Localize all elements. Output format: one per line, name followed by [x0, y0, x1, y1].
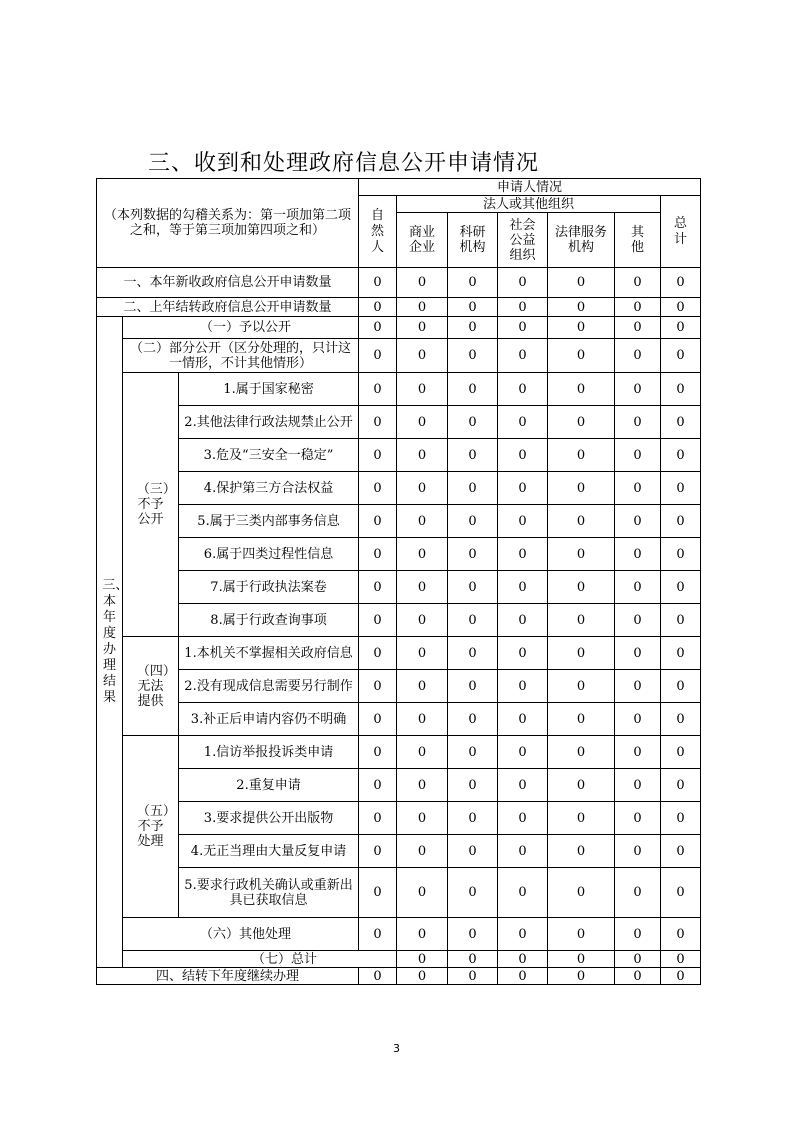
value-cell: 0 [661, 703, 701, 736]
value-cell: 0 [448, 339, 498, 373]
value-cell: 0 [548, 373, 615, 406]
value-cell: 0 [661, 802, 701, 835]
value-cell: 0 [615, 835, 661, 868]
value-cell: 0 [615, 373, 661, 406]
value-cell: 0 [661, 835, 701, 868]
row-label: 二、上年结转政府信息公开申请数量 [97, 298, 359, 317]
value-cell: 0 [359, 339, 397, 373]
value-cell: 0 [498, 373, 548, 406]
value-cell: 0 [397, 604, 448, 637]
value-cell: 0 [397, 406, 448, 439]
row-label: 4.保护第三方合法权益 [179, 472, 359, 505]
value-cell: 0 [448, 769, 498, 802]
value-cell: 0 [498, 736, 548, 769]
table-row [97, 868, 701, 918]
value-cell: 0 [448, 802, 498, 835]
table-row [97, 637, 701, 670]
table-row [97, 298, 701, 317]
row-label: 2.其他法律行政法规禁止公开 [179, 406, 359, 439]
header-natural-person: 自然人 [359, 196, 397, 268]
value-cell: 0 [498, 703, 548, 736]
value-cell: 0 [548, 406, 615, 439]
value-cell: 0 [397, 373, 448, 406]
value-cell: 0 [359, 918, 397, 951]
row-label: 4.无正当理由大量反复申请 [179, 835, 359, 868]
header-business: 商业企业 [397, 213, 448, 268]
value-cell: 0 [498, 268, 548, 298]
value-cell: 0 [548, 538, 615, 571]
value-cell: 0 [397, 703, 448, 736]
table-row [97, 505, 701, 538]
value-cell: 0 [397, 571, 448, 604]
row-label: 3.要求提供公开出版物 [179, 802, 359, 835]
value-cell: 0 [397, 968, 448, 985]
row-label: 5.要求行政机关确认或重新出具已获取信息 [179, 868, 359, 918]
value-cell: 0 [448, 505, 498, 538]
value-cell: 0 [359, 604, 397, 637]
value-cell: 0 [548, 769, 615, 802]
value-cell: 0 [548, 268, 615, 298]
value-cell: 0 [397, 637, 448, 670]
value-cell: 0 [359, 505, 397, 538]
value-cell: 0 [615, 298, 661, 317]
value-cell: 0 [448, 406, 498, 439]
group-unable-to-provide: （四）无法提供 [123, 637, 179, 736]
value-cell: 0 [615, 670, 661, 703]
value-cell: 0 [498, 406, 548, 439]
value-cell: 0 [548, 968, 615, 985]
value-cell: 0 [359, 769, 397, 802]
value-cell: 0 [397, 439, 448, 472]
header-legal-service: 法律服务机构 [548, 213, 615, 268]
value-cell: 0 [615, 538, 661, 571]
value-cell: 0 [548, 604, 615, 637]
value-cell: 0 [448, 268, 498, 298]
value-cell: 0 [548, 835, 615, 868]
value-cell: 0 [397, 317, 448, 339]
value-cell: 0 [615, 802, 661, 835]
value-cell: 0 [448, 571, 498, 604]
value-cell: 0 [615, 769, 661, 802]
value-cell: 0 [498, 835, 548, 868]
row-label: 6.属于四类过程性信息 [179, 538, 359, 571]
row-label: 7.属于行政执法案卷 [179, 571, 359, 604]
value-cell: 0 [498, 968, 548, 985]
value-cell: 0 [448, 373, 498, 406]
value-cell: 0 [548, 868, 615, 918]
value-cell: 0 [359, 736, 397, 769]
value-cell: 0 [548, 439, 615, 472]
table-row [97, 703, 701, 736]
table-row [97, 670, 701, 703]
table-row [97, 918, 701, 951]
value-cell: 0 [397, 951, 448, 968]
value-cell: 0 [615, 968, 661, 985]
value-cell: 0 [359, 439, 397, 472]
row-label: 5.属于三类内部事务信息 [179, 505, 359, 538]
value-cell: 0 [615, 317, 661, 339]
row-label: （一）予以公开 [123, 317, 359, 339]
value-cell: 0 [397, 505, 448, 538]
value-cell: 0 [359, 472, 397, 505]
value-cell: 0 [397, 538, 448, 571]
value-cell: 0 [397, 868, 448, 918]
value-cell: 0 [448, 670, 498, 703]
value-cell: 0 [548, 571, 615, 604]
value-cell: 0 [661, 298, 701, 317]
table-row [97, 406, 701, 439]
value-cell: 0 [498, 918, 548, 951]
row-label: （七）总计 [123, 951, 397, 968]
value-cell: 0 [397, 802, 448, 835]
value-cell: 0 [661, 736, 701, 769]
value-cell: 0 [498, 637, 548, 670]
value-cell: 0 [448, 868, 498, 918]
value-cell: 0 [498, 298, 548, 317]
value-cell: 0 [548, 670, 615, 703]
group-not-processed: （五）不予处理 [123, 736, 179, 918]
value-cell: 0 [498, 670, 548, 703]
value-cell: 0 [448, 951, 498, 968]
value-cell: 0 [498, 604, 548, 637]
value-cell: 0 [548, 736, 615, 769]
value-cell: 0 [448, 439, 498, 472]
row-label: 四、结转下年度继续办理 [97, 968, 359, 985]
table-row [97, 604, 701, 637]
header-research: 科研机构 [448, 213, 498, 268]
table-row [97, 339, 701, 373]
value-cell: 0 [498, 802, 548, 835]
value-cell: 0 [615, 637, 661, 670]
value-cell: 0 [615, 268, 661, 298]
value-cell: 0 [548, 703, 615, 736]
table-row [97, 951, 701, 968]
page-number: 3 [393, 1042, 400, 1055]
value-cell: 0 [661, 637, 701, 670]
value-cell: 0 [615, 918, 661, 951]
value-cell: 0 [615, 703, 661, 736]
value-cell: 0 [661, 317, 701, 339]
value-cell: 0 [448, 918, 498, 951]
row-label: 3.补正后申请内容仍不明确 [179, 703, 359, 736]
value-cell: 0 [448, 472, 498, 505]
value-cell: 0 [448, 736, 498, 769]
value-cell: 0 [448, 703, 498, 736]
value-cell: 0 [498, 317, 548, 339]
value-cell: 0 [397, 298, 448, 317]
table-row [97, 769, 701, 802]
header-other: 其他 [615, 213, 661, 268]
value-cell: 0 [661, 868, 701, 918]
row-label: （六）其他处理 [123, 918, 359, 951]
value-cell: 0 [359, 868, 397, 918]
value-cell: 0 [498, 472, 548, 505]
value-cell: 0 [548, 918, 615, 951]
value-cell: 0 [359, 968, 397, 985]
group-current-year-results: 三、本年度办理结果 [97, 317, 123, 968]
value-cell: 0 [397, 736, 448, 769]
value-cell: 0 [498, 951, 548, 968]
value-cell: 0 [498, 339, 548, 373]
value-cell: 0 [397, 769, 448, 802]
value-cell: 0 [661, 439, 701, 472]
header-applicant: 申请人情况 [359, 179, 701, 196]
value-cell: 0 [359, 571, 397, 604]
table-row [97, 268, 701, 298]
value-cell: 0 [615, 736, 661, 769]
value-cell: 0 [359, 670, 397, 703]
table-row [97, 835, 701, 868]
value-cell: 0 [548, 472, 615, 505]
value-cell: 0 [498, 538, 548, 571]
info-disclosure-table [96, 178, 701, 985]
value-cell: 0 [615, 505, 661, 538]
value-cell: 0 [359, 802, 397, 835]
value-cell: 0 [359, 298, 397, 317]
row-label: 1.本机关不掌握相关政府信息 [179, 637, 359, 670]
value-cell: 0 [615, 439, 661, 472]
row-label: 2.没有现成信息需要另行制作 [179, 670, 359, 703]
row-label: 一、本年新收政府信息公开申请数量 [97, 268, 359, 298]
value-cell: 0 [359, 373, 397, 406]
table-row [97, 802, 701, 835]
header-total: 总计 [661, 196, 701, 268]
value-cell: 0 [615, 339, 661, 373]
value-cell: 0 [661, 918, 701, 951]
value-cell: 0 [448, 538, 498, 571]
value-cell: 0 [359, 317, 397, 339]
table-row [97, 317, 701, 339]
value-cell: 0 [359, 835, 397, 868]
value-cell: 0 [548, 317, 615, 339]
table-row [97, 736, 701, 769]
value-cell: 0 [498, 505, 548, 538]
row-label: （二）部分公开（区分处理的，只计这一情形，不计其他情形） [123, 339, 359, 373]
value-cell: 0 [448, 298, 498, 317]
row-label: 2.重复申请 [179, 769, 359, 802]
value-cell: 0 [548, 298, 615, 317]
value-cell: 0 [448, 604, 498, 637]
header-note: （本列数据的勾稽关系为：第一项加第二项之和，等于第三项加第四项之和） [104, 208, 352, 238]
value-cell: 0 [615, 472, 661, 505]
value-cell: 0 [359, 268, 397, 298]
table-row [97, 472, 701, 505]
header-note-cell [97, 179, 359, 268]
row-label: 3.危及“三安全一稳定” [179, 439, 359, 472]
value-cell: 0 [661, 769, 701, 802]
value-cell: 0 [661, 604, 701, 637]
value-cell: 0 [661, 268, 701, 298]
header-legal-entities: 法人或其他组织 [397, 196, 661, 213]
value-cell: 0 [615, 604, 661, 637]
header-public-welfare: 社会公益组织 [498, 213, 548, 268]
table-row [97, 968, 701, 985]
value-cell: 0 [661, 339, 701, 373]
value-cell: 0 [661, 373, 701, 406]
table-row [97, 439, 701, 472]
value-cell: 0 [661, 472, 701, 505]
value-cell: 0 [498, 439, 548, 472]
value-cell: 0 [498, 571, 548, 604]
row-label: 1.属于国家秘密 [179, 373, 359, 406]
table-row [97, 538, 701, 571]
value-cell: 0 [548, 951, 615, 968]
value-cell: 0 [661, 571, 701, 604]
value-cell: 0 [548, 505, 615, 538]
value-cell: 0 [448, 637, 498, 670]
value-cell: 0 [498, 868, 548, 918]
value-cell: 0 [397, 339, 448, 373]
value-cell: 0 [448, 835, 498, 868]
value-cell: 0 [615, 951, 661, 968]
value-cell: 0 [448, 317, 498, 339]
value-cell: 0 [548, 339, 615, 373]
value-cell: 0 [661, 968, 701, 985]
value-cell: 0 [498, 769, 548, 802]
value-cell: 0 [397, 670, 448, 703]
page-title: 三、收到和处理政府信息公开申请情况 [148, 151, 540, 176]
table-row [97, 571, 701, 604]
value-cell: 0 [359, 406, 397, 439]
value-cell: 0 [548, 637, 615, 670]
value-cell: 0 [359, 637, 397, 670]
row-label: 1.信访举报投诉类申请 [179, 736, 359, 769]
value-cell: 0 [615, 571, 661, 604]
value-cell: 0 [397, 918, 448, 951]
value-cell: 0 [397, 268, 448, 298]
value-cell: 0 [359, 538, 397, 571]
value-cell: 0 [661, 670, 701, 703]
value-cell: 0 [661, 406, 701, 439]
value-cell: 0 [397, 835, 448, 868]
value-cell: 0 [397, 472, 448, 505]
value-cell: 0 [661, 505, 701, 538]
row-label: 8.属于行政查询事项 [179, 604, 359, 637]
value-cell: 0 [661, 538, 701, 571]
group-not-disclosed: （三）不予公开 [123, 373, 179, 637]
table-row [97, 373, 701, 406]
value-cell: 0 [615, 868, 661, 918]
value-cell: 0 [548, 802, 615, 835]
value-cell: 0 [448, 968, 498, 985]
value-cell: 0 [359, 703, 397, 736]
value-cell: 0 [661, 951, 701, 968]
value-cell: 0 [615, 406, 661, 439]
